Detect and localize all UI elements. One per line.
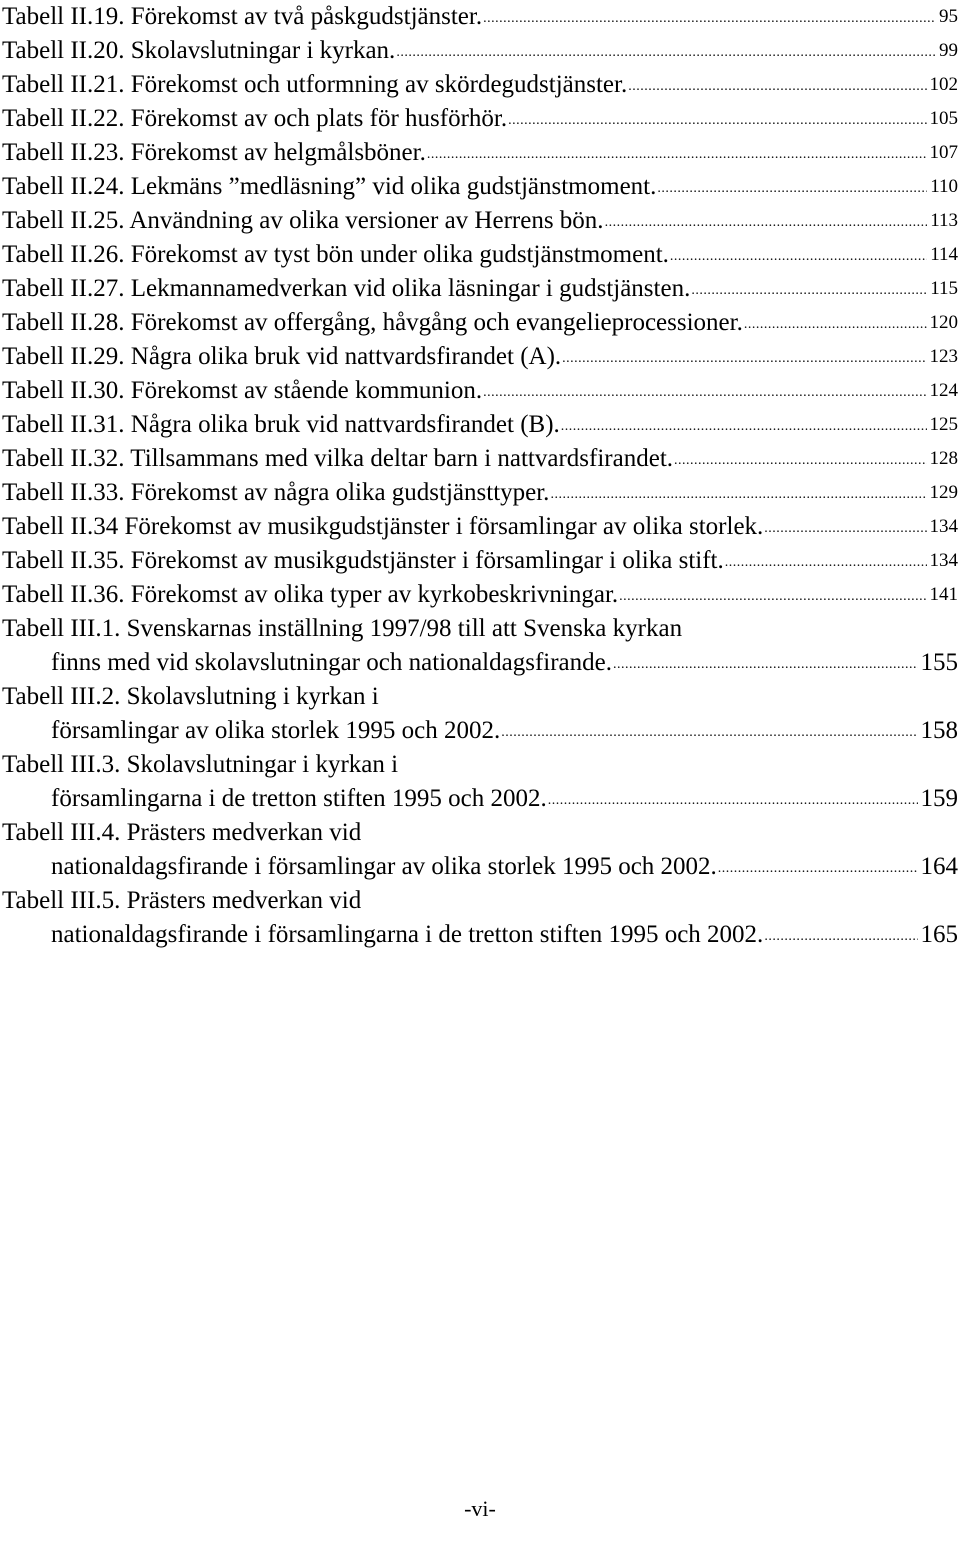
toc-entry-two-line[interactable]	[2, 816, 958, 884]
dot-leader	[619, 590, 926, 604]
toc-entry-page: 110	[930, 176, 958, 197]
dot-leader	[725, 556, 927, 570]
toc-entry[interactable]	[2, 544, 958, 578]
table-of-contents	[2, 0, 958, 952]
toc-entry-title: Tabell II.21. Förekomst och utformning av skördegudstjänster.	[2, 71, 628, 98]
toc-entry-title-line2: nationaldagsfirande i församlingarna i de tretton stiften 1995 och 2002.	[51, 921, 764, 948]
toc-entry-page: 107	[929, 142, 958, 163]
dot-leader	[764, 522, 926, 536]
dot-leader	[744, 318, 927, 332]
toc-entry-page: 164	[920, 853, 958, 880]
dot-leader	[657, 182, 927, 196]
dot-leader	[396, 46, 936, 60]
toc-entry-page: 95	[939, 6, 958, 27]
toc-entry-page: 115	[930, 278, 958, 299]
toc-entry-title-line1: Tabell III.4. Prästers medverkan vid	[2, 819, 362, 846]
toc-entry-title: Tabell II.19. Förekomst av två påskgudstjänster.	[2, 3, 483, 30]
toc-entry-two-line[interactable]	[2, 680, 958, 748]
toc-entry-title: Tabell II.36. Förekomst av olika typer av kyrkobeskrivningar.	[2, 581, 619, 608]
toc-entry-page: 105	[929, 108, 958, 129]
toc-entry[interactable]	[2, 136, 958, 170]
toc-entry-title-line1: Tabell III.5. Prästers medverkan vid	[2, 887, 362, 914]
toc-entry[interactable]	[2, 306, 958, 340]
toc-entry-two-line[interactable]	[2, 612, 958, 680]
toc-entry-title: Tabell II.23. Förekomst av helgmålsböner.	[2, 139, 426, 166]
toc-entry[interactable]	[2, 374, 958, 408]
dot-leader	[483, 386, 926, 400]
toc-entry-page: 120	[929, 312, 958, 333]
toc-entry-title: Tabell II.26. Förekomst av tyst bön under olika gudstjänstmoment.	[2, 241, 669, 268]
toc-entry-line2	[2, 850, 958, 884]
toc-entry-title: Tabell II.20. Skolavslutningar i kyrkan.	[2, 37, 396, 64]
dot-leader	[562, 352, 926, 366]
toc-entry-page: 99	[939, 40, 958, 61]
dot-leader	[605, 216, 928, 230]
toc-entry-page: 124	[929, 380, 958, 401]
toc-entry-page: 134	[929, 550, 958, 571]
toc-entry-title-line2: församlingar av olika storlek 1995 och 2002.	[51, 717, 501, 744]
toc-entry-page: 125	[929, 414, 958, 435]
toc-entry[interactable]	[2, 442, 958, 476]
dot-leader	[691, 284, 927, 298]
dot-leader	[628, 80, 926, 94]
toc-entry[interactable]	[2, 204, 958, 238]
toc-entry-title: Tabell II.34 Förekomst av musikgudstjänster i församlingar av olika storlek.	[2, 513, 764, 540]
toc-entry-title: Tabell II.30. Förekomst av stående kommunion.	[2, 377, 483, 404]
dot-leader	[548, 794, 918, 808]
toc-entry[interactable]	[2, 68, 958, 102]
toc-entry-page: 114	[930, 244, 958, 265]
dot-leader	[501, 726, 917, 740]
toc-entry-page: 141	[929, 584, 958, 605]
toc-entry-title: Tabell II.25. Användning av olika versioner av Herrens bön.	[2, 207, 604, 234]
toc-entry-page: 128	[929, 448, 958, 469]
toc-entry[interactable]	[2, 272, 958, 306]
toc-entry[interactable]	[2, 170, 958, 204]
toc-entry-title: Tabell II.33. Förekomst av några olika gudstjänsttyper.	[2, 479, 550, 506]
toc-entry-line2	[2, 646, 958, 680]
toc-entry[interactable]	[2, 578, 958, 612]
dot-leader	[427, 148, 927, 162]
toc-entry-line2	[2, 918, 958, 952]
toc-entry[interactable]	[2, 408, 958, 442]
toc-entry-page: 158	[920, 717, 958, 744]
toc-entry[interactable]	[2, 476, 958, 510]
toc-entry-title: Tabell II.28. Förekomst av offergång, håvgång och evangelieprocessioner.	[2, 309, 743, 336]
toc-entry-page: 113	[930, 210, 958, 231]
toc-entry-page: 155	[920, 649, 958, 676]
toc-entry[interactable]	[2, 102, 958, 136]
dot-leader	[613, 658, 918, 672]
dot-leader	[561, 420, 927, 434]
toc-entry-title: Tabell II.29. Några olika bruk vid nattvardsfirandet (A).	[2, 343, 562, 370]
toc-entry-page: 129	[929, 482, 958, 503]
toc-entry-page: 165	[920, 921, 958, 948]
toc-entry-two-line[interactable]	[2, 884, 958, 952]
dot-leader	[674, 454, 926, 468]
toc-entry-page: 159	[920, 785, 958, 812]
dot-leader	[483, 12, 936, 26]
dot-leader	[508, 114, 926, 128]
dot-leader	[550, 488, 926, 502]
toc-entry-title: Tabell II.32. Tillsammans med vilka deltar barn i nattvardsfirandet.	[2, 445, 674, 472]
toc-entry-title-line1: Tabell III.2. Skolavslutning i kyrkan i	[2, 683, 379, 710]
toc-entry[interactable]	[2, 510, 958, 544]
toc-entry-title-line2: finns med vid skolavslutningar och nationaldagsfirande.	[51, 649, 612, 676]
toc-entry-title: Tabell II.27. Lekmannamedverkan vid olika läsningar i gudstjänsten.	[2, 275, 691, 302]
dot-leader	[764, 930, 917, 944]
toc-entry[interactable]	[2, 340, 958, 374]
dot-leader	[718, 862, 918, 876]
toc-entry-title-line1: Tabell III.1. Svenskarnas inställning 1997/98 till att Svenska kyrkan	[2, 615, 683, 642]
toc-entry[interactable]	[2, 0, 958, 34]
toc-entry-line2	[2, 714, 958, 748]
toc-entry[interactable]	[2, 238, 958, 272]
toc-entry-line2	[2, 782, 958, 816]
toc-entry-title: Tabell II.24. Lekmäns ”medläsning” vid olika gudstjänstmoment.	[2, 173, 657, 200]
toc-entry-title: Tabell II.22. Förekomst av och plats för husförhör.	[2, 105, 508, 132]
toc-entry-title: Tabell II.31. Några olika bruk vid nattvardsfirandet (B).	[2, 411, 560, 438]
toc-entry-page: 123	[929, 346, 958, 367]
toc-entry-title: Tabell II.35. Förekomst av musikgudstjänster i församlingar i olika stift.	[2, 547, 724, 574]
page-number: -vi-	[464, 1496, 496, 1521]
toc-entry-title-line1: Tabell III.3. Skolavslutningar i kyrkan i	[2, 751, 399, 778]
dot-leader	[670, 250, 927, 264]
toc-entry-two-line[interactable]	[2, 748, 958, 816]
toc-entry-title-line2: nationaldagsfirande i församlingar av olika storlek 1995 och 2002.	[51, 853, 717, 880]
toc-entry-page: 102	[929, 74, 958, 95]
toc-entry-page: 134	[929, 516, 958, 537]
toc-entry[interactable]	[2, 34, 958, 68]
toc-entry-title-line2: församlingarna i de tretton stiften 1995 och 2002.	[51, 785, 547, 812]
